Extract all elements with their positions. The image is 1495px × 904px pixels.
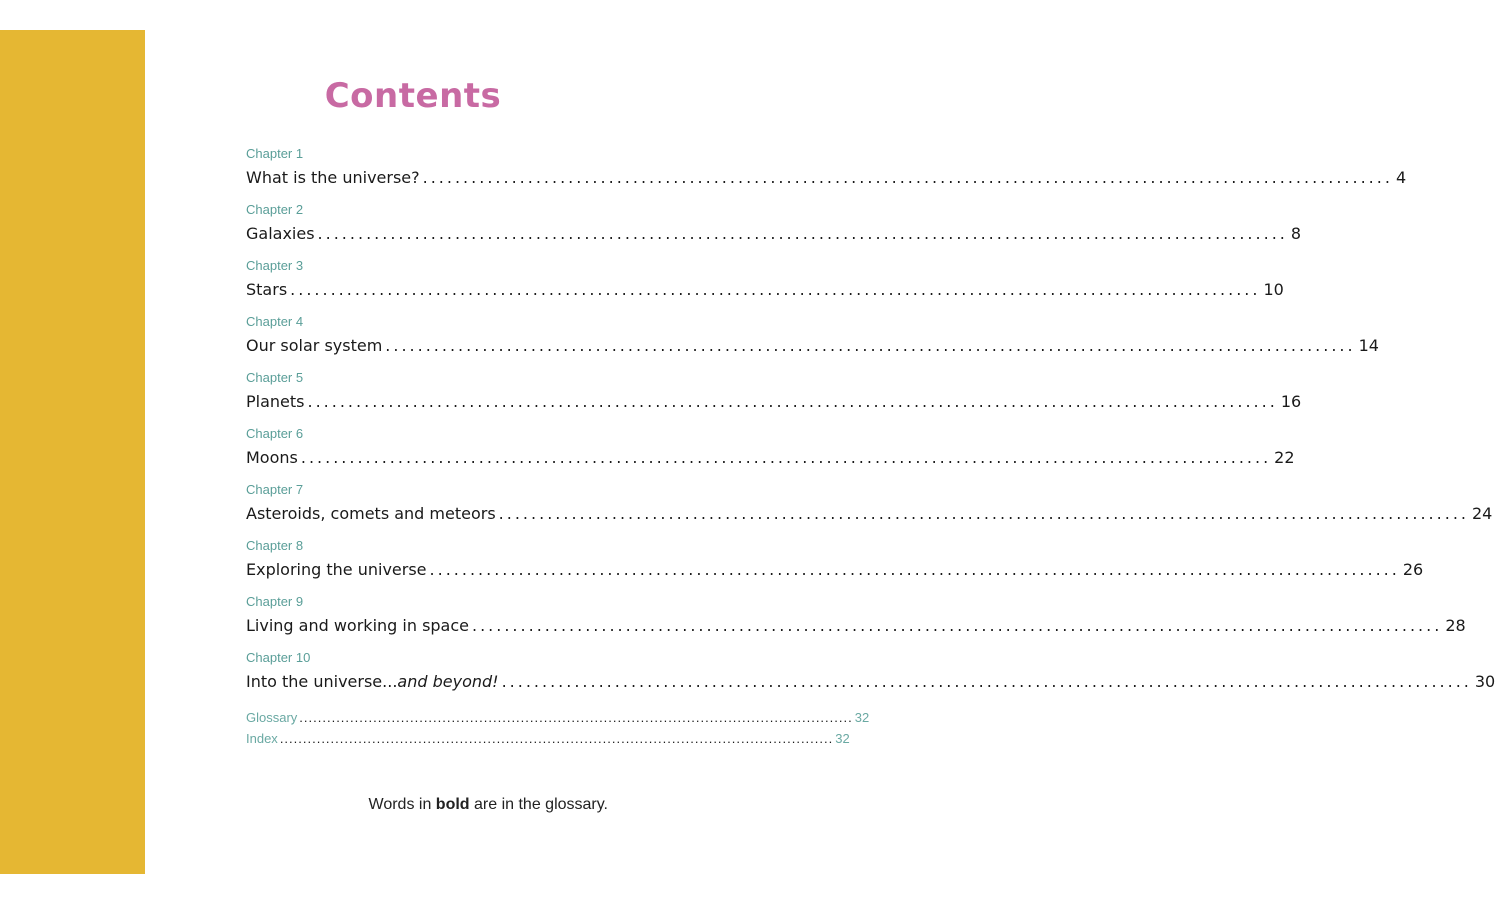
page-title: Contents — [324, 76, 502, 116]
dot-leader: ........................................................................................................................ — [429, 560, 1400, 579]
dot-leader: ........................................................................................................................ — [299, 710, 853, 725]
page-number: 30 — [1474, 672, 1495, 691]
toc-entry[interactable] — [246, 255, 1284, 311]
back-matter-entry[interactable] — [246, 728, 850, 749]
chapter-label: Chapter 10 — [246, 650, 311, 665]
chapter-title: Living and working in space — [246, 616, 469, 635]
toc-entry[interactable] — [246, 367, 1302, 423]
dot-leader: ........................................................................................................................ — [279, 731, 834, 746]
page-number: 26 — [1402, 560, 1424, 579]
chapter-title: What is the universe? — [246, 168, 420, 187]
chapter-title-italic: and beyond! — [397, 672, 499, 691]
page-number: 8 — [1290, 224, 1302, 243]
chapter-title: Asteroids, comets and meteors — [246, 504, 496, 523]
chapter-label: Chapter 3 — [246, 258, 304, 273]
back-matter-label: Glossary — [246, 710, 298, 725]
chapter-label: Chapter 5 — [246, 370, 304, 385]
chapter-label: Chapter 9 — [246, 594, 304, 609]
chapter-title: Our solar system — [246, 336, 383, 355]
page-number: 14 — [1358, 336, 1379, 355]
chapter-title: Stars — [246, 280, 288, 299]
page-number: 24 — [1471, 504, 1493, 523]
toc-entry[interactable] — [246, 591, 1466, 647]
back-matter-label: Index — [246, 731, 278, 746]
back-matter — [246, 707, 870, 749]
toc-entry[interactable] — [246, 647, 1495, 703]
toc-entry[interactable] — [246, 143, 1407, 199]
dot-leader: ........................................................................................................................ — [307, 392, 1278, 411]
chapter-label: Chapter 2 — [246, 202, 304, 217]
table-of-contents — [246, 143, 1495, 703]
dot-leader: ........................................................................................................................ — [317, 224, 1288, 243]
dot-leader: ........................................................................................................................ — [472, 616, 1443, 635]
page-number: 32 — [854, 710, 870, 725]
dot-leader: ........................................................................................................................ — [300, 448, 1272, 467]
page-number: 32 — [835, 731, 850, 746]
page-number: 28 — [1445, 616, 1466, 635]
toc-entry[interactable] — [246, 535, 1424, 591]
toc-entry[interactable] — [246, 479, 1493, 535]
chapter-label: Chapter 1 — [246, 146, 304, 161]
glossary-note: Words in bold are in the glossary. — [368, 796, 608, 813]
dot-leader: ........................................................................................................................ — [290, 280, 1261, 299]
chapter-title: Into the universe...and beyond! — [246, 672, 499, 691]
chapter-label: Chapter 6 — [246, 426, 304, 441]
dot-leader: ........................................................................................................................ — [498, 504, 1469, 523]
toc-entry[interactable] — [246, 311, 1379, 367]
chapter-label: Chapter 8 — [246, 538, 304, 553]
chapter-title: Galaxies — [246, 224, 315, 243]
dot-leader: ........................................................................................................................ — [501, 672, 1472, 691]
page-number: 4 — [1395, 168, 1407, 187]
chapter-label: Chapter 4 — [246, 314, 304, 329]
page-number: 16 — [1280, 392, 1302, 411]
toc-entry[interactable] — [246, 423, 1295, 479]
decorative-sidebar — [0, 30, 145, 874]
page-number: 22 — [1274, 448, 1295, 467]
chapter-label: Chapter 7 — [246, 482, 304, 497]
chapter-title: Exploring the universe — [246, 560, 427, 579]
chapter-title: Moons — [246, 448, 298, 467]
back-matter-entry[interactable] — [246, 707, 870, 728]
bold-word: bold — [435, 796, 470, 813]
dot-leader: ........................................................................................................................ — [385, 336, 1356, 355]
page-number: 10 — [1263, 280, 1284, 299]
dot-leader: ........................................................................................................................ — [422, 168, 1393, 187]
chapter-title: Planets — [246, 392, 305, 411]
toc-entry[interactable] — [246, 199, 1302, 255]
